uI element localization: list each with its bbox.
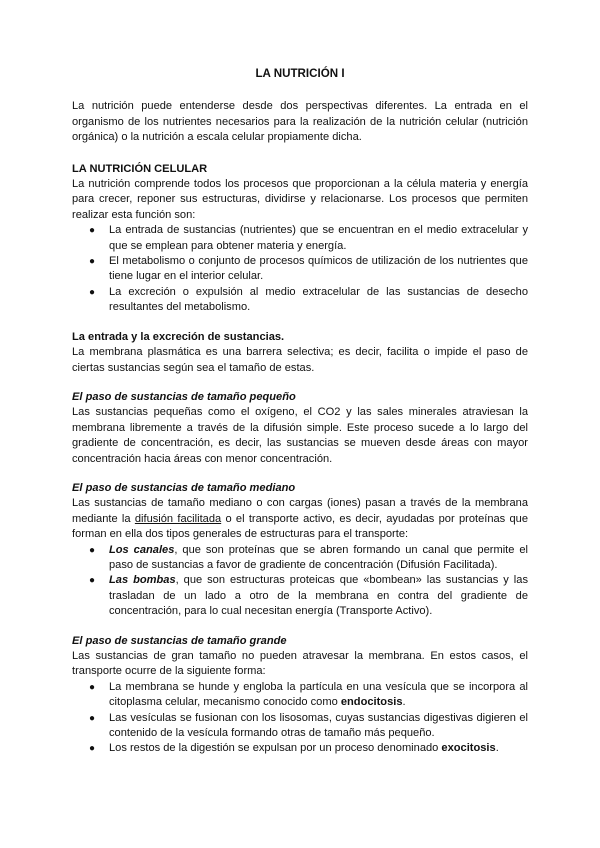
bullet-icon: ●	[89, 712, 96, 724]
bullet-icon: ●	[89, 575, 96, 587]
list-item: ● La entrada de sustancias (nutrientes) que se encuentran en el medio extracelular y que se emplean para obtener materia y energía.	[89, 224, 528, 252]
intro-paragraph: La nutrición puede entenderse desde dos perspectivas diferentes. La entrada en el organismo de los nutrientes necesarios para la realización de la nutrición celular (nutrición orgánica) o la nutrición a escala celular propiamente dicha.	[72, 100, 528, 144]
section-nutricion-celular	[72, 162, 528, 316]
section-heading: El paso de sustancias de tamaño grande	[72, 634, 287, 647]
section-paragraph: Las sustancias pequeñas como el oxígeno, el CO2 y las sales minerales atraviesan la membrana libremente a través de la difusión simple. Este proceso sucede a lo largo del gradiente de concentración, es decir, las sustancias se mueven desde áreas con mayor concentración hacia áreas con menor concentración.	[72, 406, 528, 465]
difusion-facilitada-link: difusión facilitada	[134, 512, 222, 525]
list-item: ● Las vesículas se fusionan con los lisosomas, cuyas sustancias digestivas digieren el contenido de la vesícula formando otras de tamaño más pequeño.	[89, 711, 528, 740]
bullet-icon: ●	[89, 544, 96, 556]
section-heading: LA NUTRICIÓN CELULAR	[72, 162, 208, 175]
bullet-icon: ●	[89, 743, 96, 755]
bullet-list	[72, 680, 528, 757]
section-tamano-grande	[72, 634, 528, 757]
section-tamano-pequeno	[72, 390, 528, 467]
section-paragraph: Las sustancias de tamaño mediano o con cargas (iones) pasan a través de la membrana mediante la difusión facilitada o el transporte activo, es decir, ayudadas por proteínas que forman en ella dos tipos generales de estructuras para el transporte:	[72, 497, 529, 541]
section-tamano-mediano	[72, 481, 528, 620]
section-heading: La entrada y la excreción de sustancias.	[72, 330, 285, 343]
list-item: ● La excreción o expulsión al medio extracelular de las sustancias de desecho resultantes del metabolismo.	[89, 285, 528, 314]
bullet-list	[72, 543, 528, 620]
bullet-icon: ●	[89, 681, 96, 693]
list-item: ● Las bombas, que son estructuras proteicas que «bombean» las sustancias y las trasladan de un lado a otro de la membrana en contra del gradiente de concentración, para lo cual necesitan energía (Transporte Activo).	[89, 574, 528, 618]
section-paragraph: La membrana plasmática es una barrera selectiva; es decir, facilita o impide el paso de ciertas sustancias según sea el tamaño de estas.	[72, 346, 528, 374]
section-heading: El paso de sustancias de tamaño mediano	[72, 481, 296, 494]
bullet-list	[72, 223, 528, 315]
section-entrada-excrecion	[72, 330, 528, 376]
list-item: ● Los canales, que son proteínas que se abren formando un canal que permite el paso de sustancias a favor de gradiente de concentración (Difusión Facilitada).	[89, 543, 529, 571]
list-item: ● El metabolismo o conjunto de procesos químicos de utilización de los nutrientes que tiene lugar en el interior celular.	[89, 255, 528, 283]
section-paragraph: La nutrición comprende todos los procesos que proporcionan a la célula materia y energía para crecer, reponer sus estructuras, dividirse y relacionarse. Los procesos que permiten realizar esta función son:	[72, 178, 528, 221]
page-title: LA NUTRICIÓN I	[255, 67, 345, 80]
document-page	[72, 66, 528, 771]
bullet-icon: ●	[89, 286, 96, 298]
bullet-icon: ●	[89, 225, 96, 237]
bullet-icon: ●	[89, 256, 96, 268]
list-item: ● Los restos de la digestión se expulsan por un proceso denominado exocitosis.	[109, 741, 528, 756]
section-paragraph: Las sustancias de gran tamaño no pueden atravesar la membrana. En estos casos, el transporte ocurre de la siguiente forma:	[72, 650, 528, 678]
list-item: ● La membrana se hunde y engloba la partícula en una vesícula que se incorpora al citoplasma celular, mecanismo conocido como endocitosis.	[89, 680, 528, 709]
section-heading: El paso de sustancias de tamaño pequeño	[72, 390, 296, 403]
